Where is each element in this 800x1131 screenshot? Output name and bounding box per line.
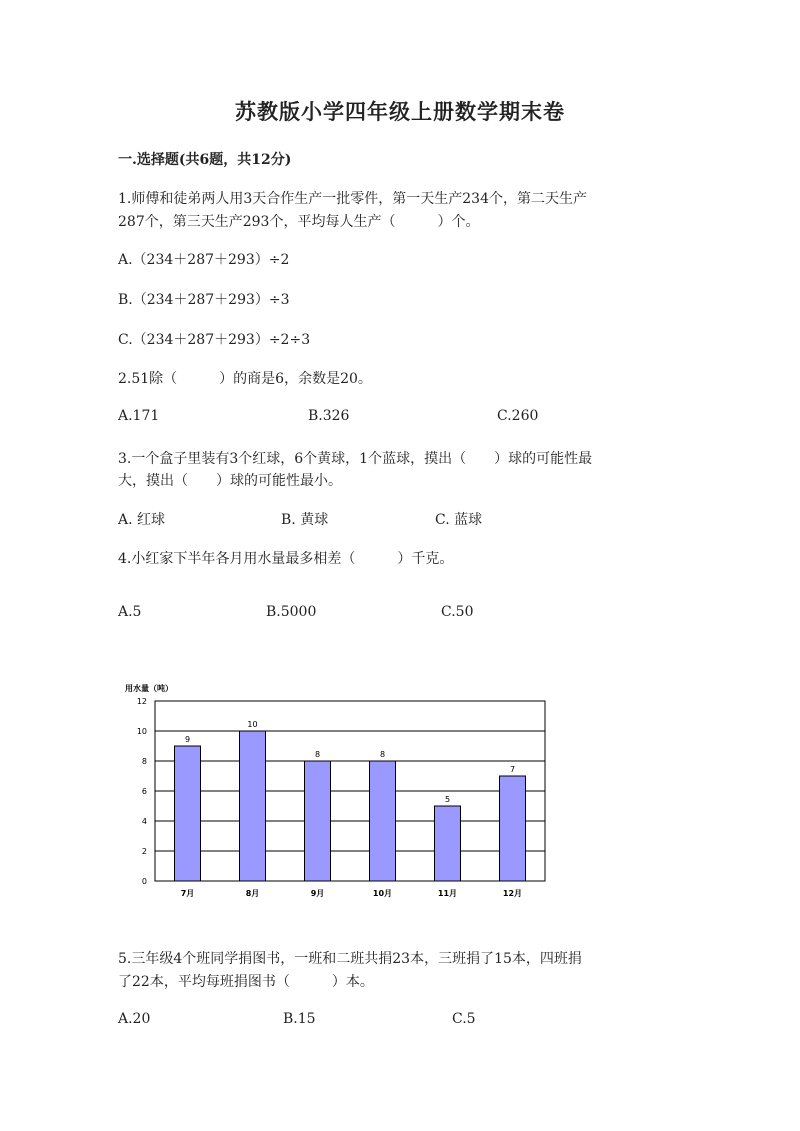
q3-option-c: C. 蓝球 bbox=[435, 512, 483, 528]
q5-text-line2: 了22本，平均每班捐图书（ ）本。 bbox=[118, 974, 374, 990]
q1-option-c: C.（234＋287＋293）÷2÷3 bbox=[118, 332, 311, 348]
q2-option-a: A.171 bbox=[118, 408, 160, 424]
water-usage-bar-chart bbox=[110, 676, 560, 906]
q4-text-line1: 4.小红家下半年各月用水量最多相差（ ）千克。 bbox=[118, 551, 454, 567]
q3-option-b: B. 黄球 bbox=[281, 512, 329, 528]
chart-data-label: 10 bbox=[247, 720, 258, 729]
chart-y-ticks bbox=[137, 697, 147, 886]
chart-y-tick-label: 10 bbox=[136, 727, 147, 736]
chart-data-label: 8 bbox=[379, 750, 386, 759]
chart-x-ticks bbox=[181, 889, 522, 898]
chart-bar bbox=[435, 806, 461, 881]
chart-y-axis-label: 用水量（吨） bbox=[125, 684, 173, 693]
chart-y-tick-label: 8 bbox=[141, 757, 147, 766]
chart-bars bbox=[175, 720, 526, 881]
q3-text-line1: 3.一个盒子里装有3个红球，6个黄球，1个蓝球，摸出（ ）球的可能性最 bbox=[118, 451, 593, 467]
chart-x-tick-label: 10月 bbox=[372, 889, 393, 898]
q5-text-line1: 5.三年级4个班同学捐图书，一班和二班共捐23本，三班捐了15本，四班捐 bbox=[118, 951, 582, 967]
chart-x-tick-label: 11月 bbox=[437, 889, 458, 898]
chart-data-label: 7 bbox=[509, 765, 516, 774]
chart-y-tick-label: 12 bbox=[136, 697, 147, 706]
chart-y-tick-label: 6 bbox=[141, 787, 147, 796]
chart-x-tick-label: 7月 bbox=[180, 889, 195, 898]
q3-text-line2: 大，摸出（ ）球的可能性最小。 bbox=[118, 473, 342, 489]
q2-option-c: C.260 bbox=[497, 408, 539, 424]
section-heading: 一.选择题(共6题，共12分) bbox=[118, 152, 292, 168]
chart-bar bbox=[240, 731, 266, 881]
chart-gridlines bbox=[155, 731, 545, 851]
q2-text-line1: 2.51除（ ）的商是6，余数是20。 bbox=[118, 371, 372, 387]
chart-data-label: 5 bbox=[444, 795, 451, 804]
q2-option-b: B.326 bbox=[308, 408, 350, 424]
chart-y-tick-label: 2 bbox=[141, 847, 147, 856]
q4-option-b: B.5000 bbox=[266, 604, 317, 620]
chart-x-tick-label: 12月 bbox=[502, 889, 523, 898]
chart-bar bbox=[370, 761, 396, 881]
chart-bar bbox=[175, 746, 201, 881]
q1-text-line2: 287个，第三天生产293个，平均每人生产（ ）个。 bbox=[118, 214, 480, 230]
q1-text-line1: 1.师傅和徒弟两人用3天合作生产一批零件，第一天生产234个，第二天生产 bbox=[118, 191, 587, 207]
chart-bar bbox=[305, 761, 331, 881]
chart-y-tick-label: 0 bbox=[141, 877, 147, 886]
q1-option-a: A.（234＋287＋293）÷2 bbox=[118, 252, 290, 268]
chart-data-label: 8 bbox=[314, 750, 321, 759]
q5-option-a: A.20 bbox=[118, 1011, 151, 1027]
q3-option-a: A. 红球 bbox=[118, 512, 166, 528]
chart-x-tick-label: 9月 bbox=[310, 889, 325, 898]
q5-option-b: B.15 bbox=[283, 1011, 316, 1027]
chart-data-label: 9 bbox=[184, 735, 191, 744]
page-title: 苏教版小学四年级上册数学期末卷 bbox=[235, 99, 565, 124]
q1-option-b: B.（234＋287＋293）÷3 bbox=[118, 292, 290, 308]
q4-option-a: A.5 bbox=[118, 604, 142, 620]
chart-bar bbox=[500, 776, 526, 881]
chart-x-tick-label: 8月 bbox=[245, 889, 260, 898]
q4-option-c: C.50 bbox=[441, 604, 474, 620]
chart-y-tick-label: 4 bbox=[141, 817, 147, 826]
q5-option-c: C.5 bbox=[452, 1011, 476, 1027]
